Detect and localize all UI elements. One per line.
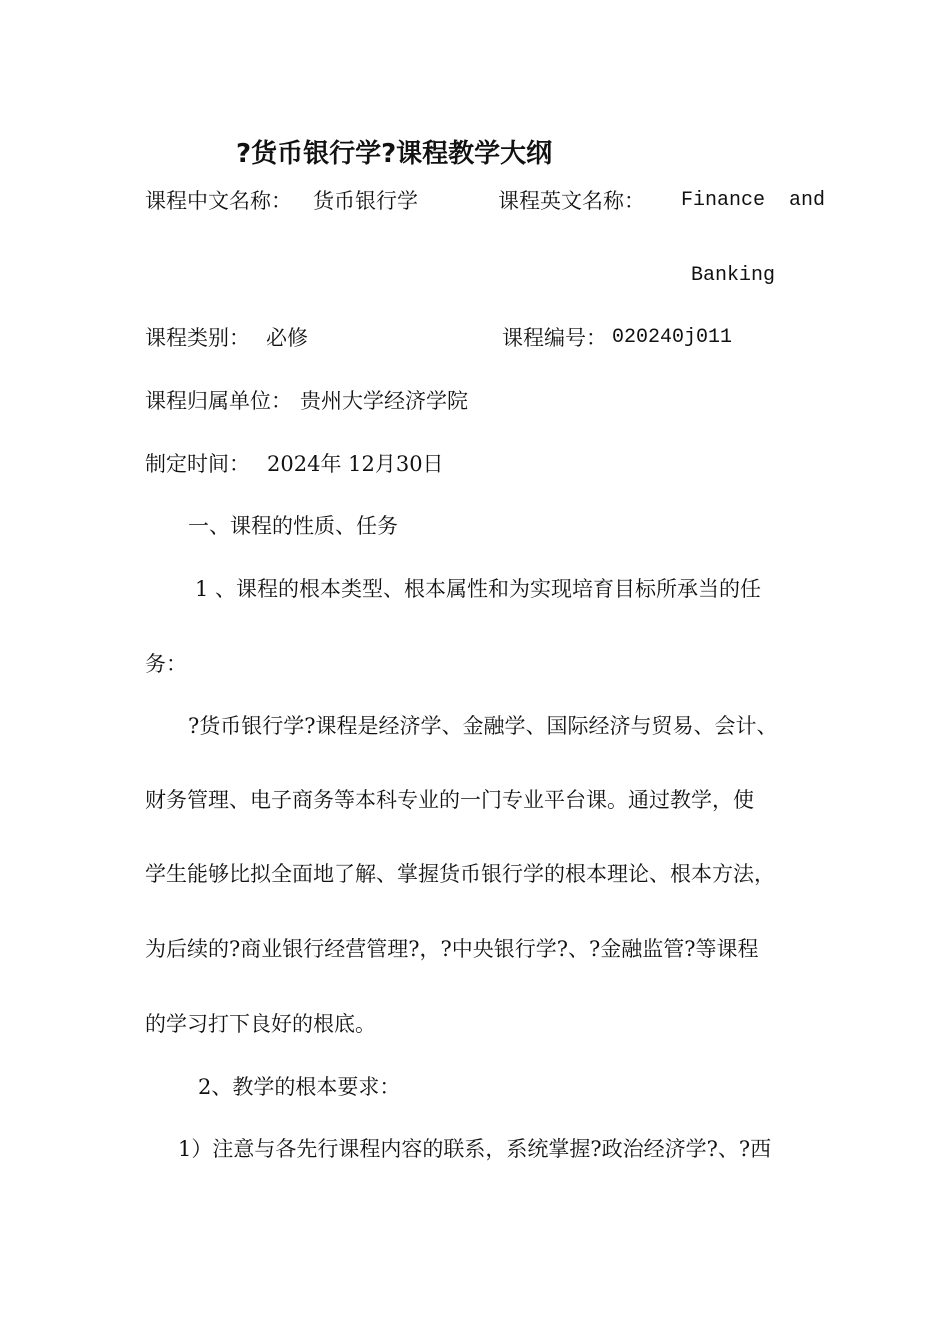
course-code-value: 020240j011 [612, 326, 733, 349]
course-cn-name-value: 货币银行学 [313, 189, 418, 213]
paragraph-line: 财务管理、电子商务等本科专业的一门专业平台课。通过教学，使 [145, 788, 754, 812]
paragraph-line: 为后续的?商业银行经营管理?，?中央银行学?、?金融监管?等课程 [145, 937, 759, 961]
item1-line2: 务： [145, 652, 187, 676]
document-title: ?货币银行学?课程教学大纲 [236, 139, 553, 169]
course-en-name-value-line1: Finance and [681, 189, 826, 212]
date-value: 2024年 12月30日 [267, 452, 444, 476]
paragraph-line: 的学习打下良好的根底。 [145, 1012, 376, 1036]
section1-heading: 一、课程的性质、任务 [188, 514, 398, 538]
requirement1-line: 1）注意与各先行课程内容的联系，系统掌握?政治经济学?、?西 [178, 1137, 772, 1161]
date-label: 制定时间： [145, 452, 250, 476]
paragraph-line: ?货币银行学?课程是经济学、金融学、国际经济与贸易、会计、 [188, 714, 778, 738]
course-code-label: 课程编号： [502, 326, 607, 350]
course-en-name-label: 课程英文名称： [498, 189, 645, 213]
course-type-label: 课程类别： [145, 326, 250, 350]
item2-heading: 2、教学的根本要求： [198, 1075, 401, 1099]
course-en-name-value-line2: Banking [691, 264, 776, 287]
paragraph-line: 学生能够比拟全面地了解、掌握货币银行学的根本理论、根本方法， [145, 862, 775, 886]
item1-line1: 1 、课程的根本类型、根本属性和为实现培育目标所承当的任 [195, 577, 762, 601]
course-type-value: 必修 [266, 326, 308, 350]
course-unit-value: 贵州大学经济学院 [300, 389, 468, 413]
course-cn-name-label: 课程中文名称： [145, 189, 292, 213]
course-unit-label: 课程归属单位： [145, 389, 292, 413]
